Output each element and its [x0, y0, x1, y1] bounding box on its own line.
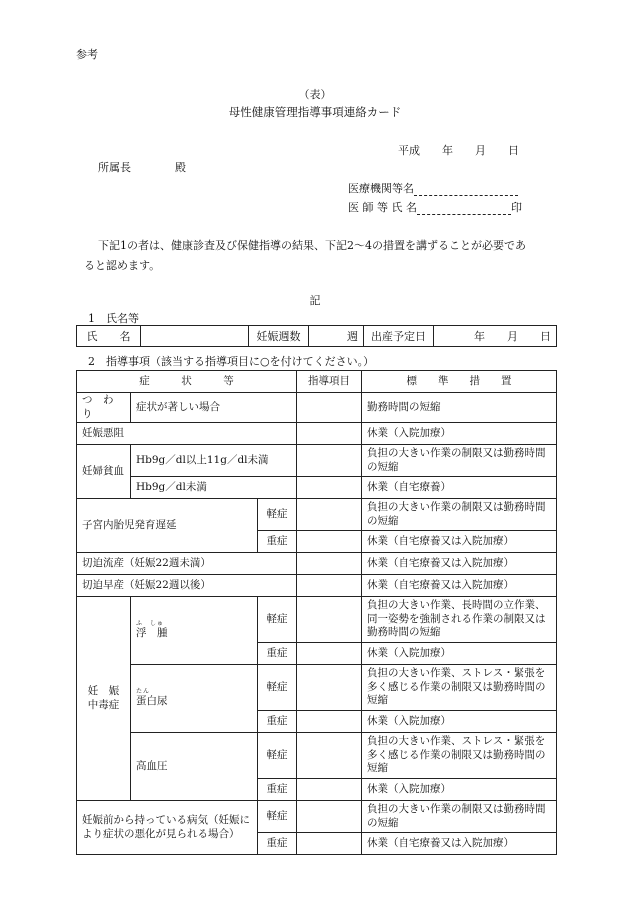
reference-label: 参考	[76, 48, 98, 61]
edema-label	[131, 597, 258, 665]
tsuwari-condition: 症状が著しい場合	[131, 393, 297, 423]
header-item: 指導項目	[297, 371, 362, 393]
proteinuria-severe: 重症	[258, 711, 297, 733]
growth-label: 子宮内胎児発育遅延	[77, 499, 258, 553]
anemia-b-measure: 休業（自宅療養）	[362, 477, 557, 499]
hypertension-mild-measure: 負担の大きい作業、ストレス・緊張を多く感じる作業の制限又は勤務時間の短縮	[362, 733, 557, 779]
abortion-check[interactable]	[297, 553, 362, 575]
doctor-underline	[417, 202, 511, 215]
hypertension-label: 高血圧	[131, 733, 258, 801]
oso-measure: 休業（入院加療）	[362, 423, 557, 445]
header-symptom: 症 状 等	[77, 371, 297, 393]
page-title: 母性健康管理指導事項連絡カード	[228, 105, 402, 119]
anemia-a-measure: 負担の大きい作業の制限又は勤務時間の短縮	[362, 445, 557, 477]
preexisting-severe-measure: 休業（自宅療養又は入院加療）	[362, 833, 557, 855]
proteinuria-text: 蛋白尿	[136, 695, 168, 708]
growth-severe-measure: 休業（自宅療養又は入院加療）	[362, 531, 557, 553]
proteinuria-label	[131, 665, 258, 733]
edema-severe-check[interactable]	[297, 643, 362, 665]
institution-label: 医療機関等名	[348, 182, 414, 195]
header-measure: 標 準 措 置	[362, 371, 557, 393]
hypertension-severe: 重症	[258, 779, 297, 801]
growth-mild-measure: 負担の大きい作業の制限又は勤務時間の短縮	[362, 499, 557, 531]
hypertension-mild: 軽症	[258, 733, 297, 779]
anemia-b-label: Hb9g／dl未満	[131, 477, 297, 499]
growth-severe: 重症	[258, 531, 297, 553]
edema-mild: 軽症	[258, 597, 297, 643]
due-date-value: 年 月 日	[434, 326, 557, 347]
anemia-b-check[interactable]	[297, 477, 362, 499]
growth-mild: 軽症	[258, 499, 297, 531]
abortion-measure: 休業（自宅療養又は入院加療）	[362, 553, 557, 575]
preexisting-label: 妊娠前から持っている病気（妊娠により症状の悪化が見られる場合）	[77, 801, 258, 855]
name-value	[141, 326, 249, 347]
premature-check[interactable]	[297, 575, 362, 597]
weeks-label: 妊娠週数	[249, 326, 309, 347]
weeks-unit: 週	[309, 326, 364, 347]
intro-line-2: ると認めます。	[84, 259, 161, 272]
abortion-label: 切迫流産（妊娠22週未満）	[77, 553, 297, 575]
institution-field	[348, 180, 518, 196]
preexisting-mild-check[interactable]	[297, 801, 362, 833]
proteinuria-ruby: たん	[136, 688, 151, 696]
edema-ruby: ふ しゅ	[136, 620, 165, 628]
hypertension-severe-check[interactable]	[297, 779, 362, 801]
ki-mark: 記	[309, 294, 321, 307]
preexisting-severe-check[interactable]	[297, 833, 362, 855]
tsuwari-check[interactable]	[297, 393, 362, 423]
anemia-label: 妊婦貧血	[77, 445, 131, 499]
oso-label: 妊娠悪阻	[77, 423, 297, 445]
tsuwari-measure: 勤務時間の短縮	[362, 393, 557, 423]
table-mark: （表）	[298, 88, 332, 101]
growth-severe-check[interactable]	[297, 531, 362, 553]
proteinuria-severe-measure: 休業（入院加療）	[362, 711, 557, 733]
premature-measure: 休業（自宅療養又は入院加療）	[362, 575, 557, 597]
preexisting-severe: 重症	[258, 833, 297, 855]
section2-heading: 2 指導事項（該当する指導項目に○を付けてください。）	[88, 355, 375, 368]
edema-severe-measure: 休業（入院加療）	[362, 643, 557, 665]
toxemia-label-line1: 妊 娠	[87, 685, 120, 697]
preexisting-mild: 軽症	[258, 801, 297, 833]
name-label: 氏 名	[77, 326, 141, 347]
edema-text: 浮 腫	[136, 627, 168, 640]
proteinuria-mild: 軽症	[258, 665, 297, 711]
tsuwari-label: つ わ り	[77, 393, 131, 423]
proteinuria-mild-measure: 負担の大きい作業、ストレス・緊張を多く感じる作業の制限又は勤務時間の短縮	[362, 665, 557, 711]
anemia-a-check[interactable]	[297, 445, 362, 477]
section1-heading: 1 氏名等	[88, 312, 139, 325]
anemia-a-label: Hb9g／dl以上11g／dl未満	[131, 445, 297, 477]
toxemia-label	[77, 597, 131, 801]
guidance-table	[76, 370, 557, 855]
date-line: 平成 年 月 日	[398, 144, 519, 157]
doctor-label: 医 師 等 氏 名	[348, 201, 417, 214]
growth-mild-check[interactable]	[297, 499, 362, 531]
edema-severe: 重症	[258, 643, 297, 665]
hypertension-severe-measure: 休業（入院加療）	[362, 779, 557, 801]
proteinuria-mild-check[interactable]	[297, 665, 362, 711]
edema-mild-check[interactable]	[297, 597, 362, 643]
proteinuria-severe-check[interactable]	[297, 711, 362, 733]
edema-mild-measure: 負担の大きい作業、長時間の立作業、同一姿勢を強制される作業の制限又は勤務時間の短縮	[362, 597, 557, 643]
hypertension-mild-check[interactable]	[297, 733, 362, 779]
seal-mark: 印	[511, 201, 522, 214]
doctor-field	[348, 199, 522, 215]
premature-label: 切迫早産（妊娠22週以後）	[77, 575, 297, 597]
due-date-label: 出産予定日	[364, 326, 434, 347]
institution-underline	[414, 183, 518, 196]
addressee: 所属長 殿	[98, 161, 186, 174]
name-table	[76, 325, 557, 347]
preexisting-mild-measure: 負担の大きい作業の制限又は勤務時間の短縮	[362, 801, 557, 833]
intro-line-1: 下記1の者は、健康診査及び保健指導の結果、下記2～4の措置を講ずることが必要であ	[98, 239, 526, 252]
oso-check[interactable]	[297, 423, 362, 445]
toxemia-label-line2: 中毒症	[87, 698, 120, 711]
